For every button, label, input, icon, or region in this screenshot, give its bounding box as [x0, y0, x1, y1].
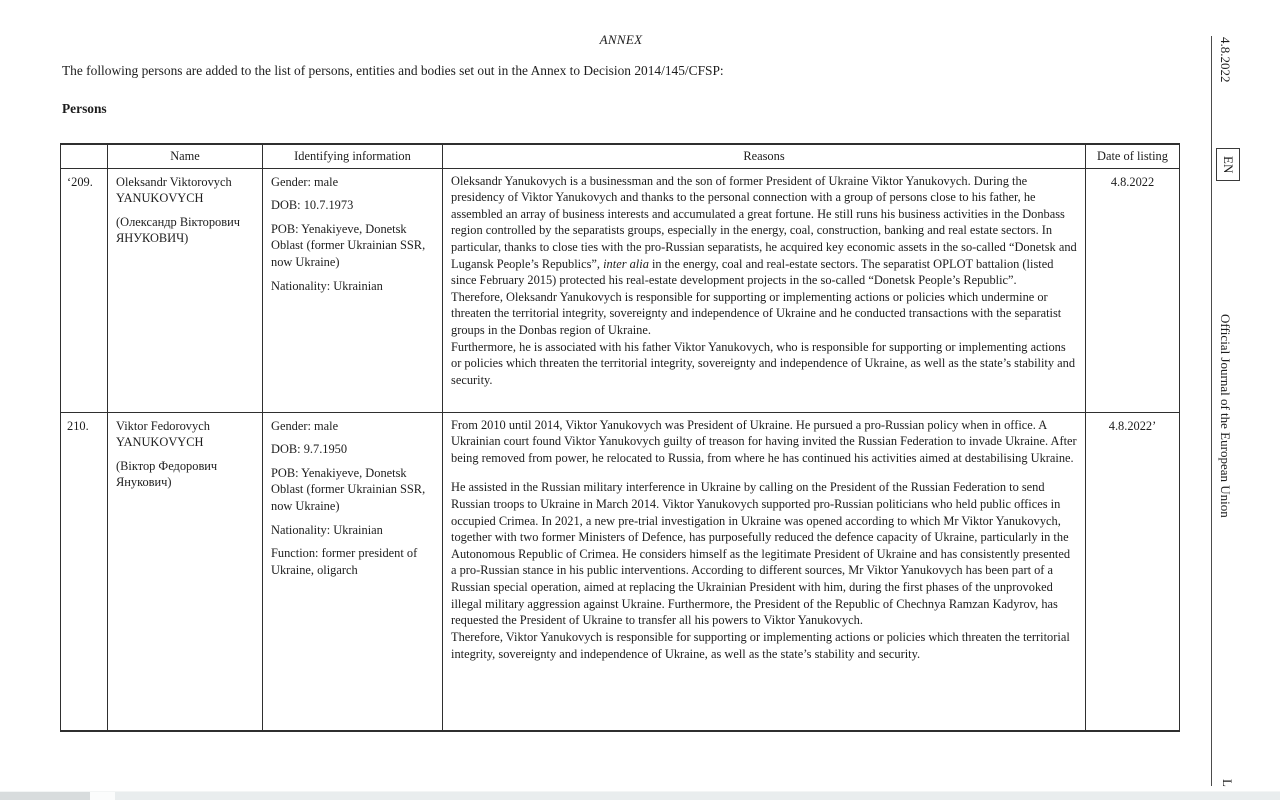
row-number: 210. [61, 413, 108, 730]
sidebar-language-box [1216, 148, 1240, 181]
header-reasons: Reasons [443, 145, 1086, 168]
identifying-item: Gender: male [271, 418, 339, 433]
reasons-cell [443, 413, 1086, 730]
sidebar-rule [1211, 36, 1212, 786]
table-row [61, 413, 1179, 730]
person-name-latin: Oleksandr Viktorovych YANUKOVYCH [116, 174, 232, 206]
identifying-item: POB: Yenakiyeve, Donetsk Oblast (former Ukrainian SSR, now Ukraine) [271, 221, 426, 270]
identifying-info-cell [263, 169, 443, 412]
identifying-item: Gender: male [271, 174, 339, 189]
identifying-item: Nationality: Ukrainian [271, 278, 383, 293]
identifying-item: POB: Yenakiyeve, Donetsk Oblast (former Ukrainian SSR, now Ukraine) [271, 465, 426, 514]
identifying-info-cell [263, 413, 443, 730]
reasons-paragraph: Therefore, Oleksandr Yanukovych is responsible for supporting or implementing actions or policies which undermine or threaten the territorial integrity, sovereignty and independence of Ukraine and he conducted transactions with the separatist groups in the Donbas region of Ukraine. [451, 289, 1062, 338]
reasons-paragraph: From 2010 until 2014, Viktor Yanukovych was President of Ukraine. He pursued a pro-Russian policy when in office. A Ukrainian court found Viktor Yanukovych guilty of treason for having invited the Russian Federation to invade Ukraine. After being removed from power, he relocated to Russia, from where he has continued his activities aimed at destabilising Ukraine. [451, 417, 1077, 465]
reasons-paragraph: Therefore, Viktor Yanukovych is responsible for supporting or implementing actions or policies which threaten the territorial integrity, sovereignty and independence of Ukraine, as well as the state’s stability and security. [451, 629, 1070, 661]
header-number [61, 145, 108, 168]
sidebar-series-letter: L [1220, 779, 1235, 787]
identifying-item: DOB: 9.7.1950 [271, 442, 348, 457]
table-body [61, 169, 1179, 730]
reasons-paragraph: Furthermore, he is associated with his father Viktor Yanukovych, who is responsible for supporting or implementing actions or policies which threaten the territorial integrity, sovereignty and independence of Ukraine, as well as the state’s stability and security. [451, 339, 1076, 387]
header-name: Name [108, 145, 263, 168]
reasons-cell [443, 169, 1086, 412]
table-header-row [61, 145, 1179, 169]
identifying-item: Nationality: Ukrainian [271, 522, 383, 537]
row-number: ‘209. [61, 169, 108, 412]
horizontal-scrollbar-track[interactable] [0, 791, 1280, 800]
header-date-of-listing: Date of listing [1097, 149, 1168, 163]
sanctions-table [60, 143, 1180, 732]
sidebar-date: 4.8.2022 [1218, 37, 1233, 83]
identifying-item: Function: former president of Ukraine, oligarch [271, 546, 418, 577]
person-name-cyrillic: (Віктор Федорович Янукович) [116, 458, 218, 490]
header-identifying-information: Identifying information [263, 145, 443, 168]
person-name-cell [108, 169, 263, 412]
sidebar-journal-title: Official Journal of the European Union [1218, 314, 1233, 518]
sidebar-language: EN [1221, 156, 1236, 174]
identifying-item: DOB: 10.7.1973 [271, 198, 354, 213]
table-row [61, 169, 1179, 413]
person-name-cyrillic: (Олександр Вікторович ЯНУКОВИЧ) [116, 214, 240, 246]
horizontal-scrollbar-thumb[interactable] [0, 792, 90, 800]
annex-title: ANNEX [599, 32, 643, 47]
date-of-listing-cell: 4.8.2022’ [1108, 418, 1157, 433]
intro-paragraph: The following persons are added to the list of persons, entities and bodies set out in the Annex to Decision 2014/145/CFSP: [62, 63, 724, 78]
reasons-paragraph: Oleksandr Yanukovych is a businessman and the son of former President of Ukraine Viktor Yanukovych. During the presidency of Viktor Yanukovych and thanks to the personal connection with a group of persons close to his father, he assembled an array of business interests and accumulated a great fortune. He still runs his business activities in the Donbass region controlled by the separatists groups, especially in the energy, coal, construction, banking and real estate sectors. In particular, thanks to close ties with the pro-Russian separatists, he acquired key economic assets in the so-called “Donetsk and Lugansk People’s Republics”, inter alia in the energy, coal and real-estate sectors. The separatist OPLOT battalion (listed since February 2015) protected his real-estate development projects in the so-called “Donetsk People’s Republic”. [451, 173, 1077, 288]
reasons-paragraph: He assisted in the Russian military interference in Ukraine by calling on the President of the Russian Federation to send Russian troops to Ukraine in March 2014. Viktor Yanukovych supported pro-Russian politicians who held public offices in occupied Crimea. In 2021, a new pre-trial investigation in Ukraine was opened according to which Mr Viktor Yanukovych, together with two former Ministers of Defence, has purposefully reduced the defence capacity of Ukraine, particularly in the Autonomous Republic of Crimea. He considers himself as the legitimate President of Ukraine and has consistently presented a pro-Russian stance in his public interventions. According to different sources, Mr Viktor Yanukovych has been part of a Russian special operation, aimed at replacing the Ukrainian President with him, during the first phases of the unprovoked illegal military aggression against Ukraine. Furthermore, the President of the Republic of Chechnya Ramzan Kadyrov, has requested the President of Ukraine to transfer all his powers to Viktor Yanukovych. [451, 480, 1071, 628]
date-of-listing-cell: 4.8.2022 [1110, 174, 1155, 189]
horizontal-scrollbar-gap [90, 792, 115, 800]
persons-heading: Persons [62, 101, 107, 116]
person-name-latin: Viktor Fedorovych YANUKOVYCH [116, 418, 210, 450]
person-name-cell [108, 413, 263, 730]
